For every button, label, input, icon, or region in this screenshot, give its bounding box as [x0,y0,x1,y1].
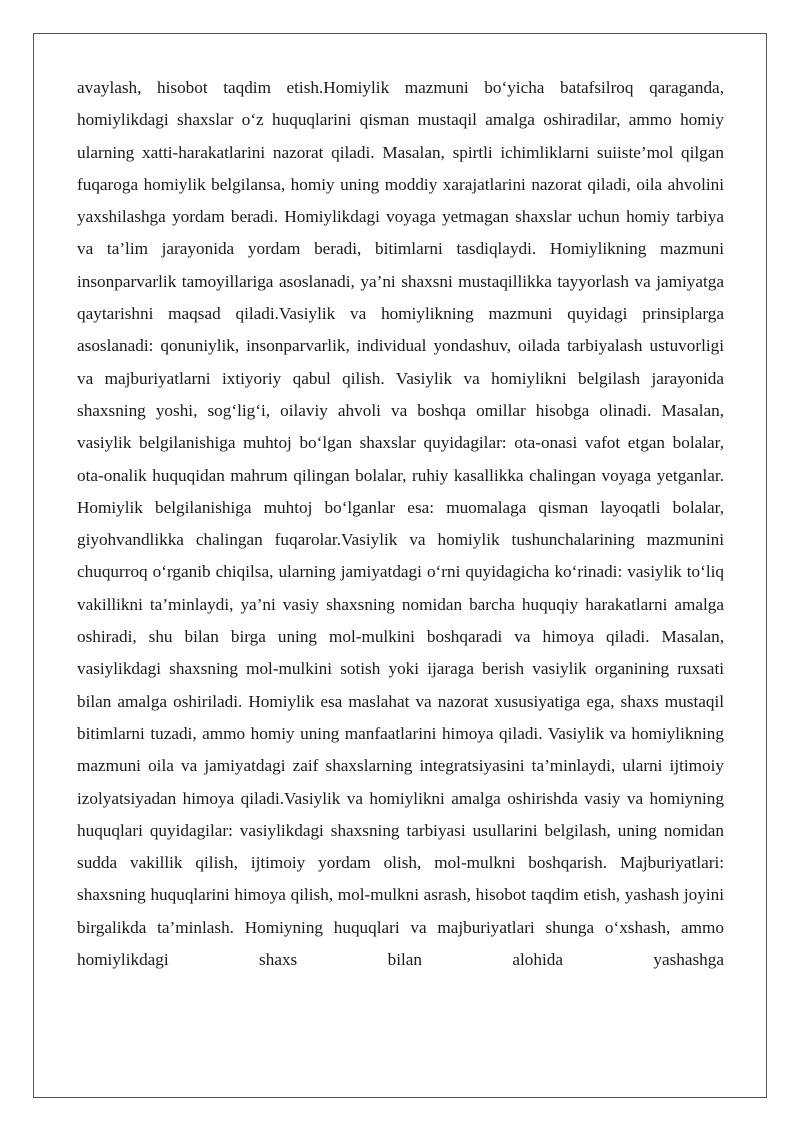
body-paragraph: avaylash, hisobot taqdim etish.Homiylik mazmuni bo‘yicha batafsilroq qaraganda, homiylikdagi shaxslar o‘z huquqlarini qisman mustaqil amalga oshiradilar, ammo homiy ularning xatti-harakatlarini nazorat qiladi. Masalan, spirtli ichimliklarni suiiste’mol qilgan fuqaroga homiylik belgilansa, homiy uning moddiy xarajatlarini nazorat qiladi, oila ahvolini yaxshilashga yordam beradi. Homiylikdagi voyaga yetmagan shaxslar uchun homiy tarbiya va ta’lim jarayonida yordam beradi, bitimlarni tasdiqlaydi. Homiylikning mazmuni insonparvarlik tamoyillariga asoslanadi, ya’ni shaxsni mustaqillikka tayyorlash va jamiyatga qaytarishni maqsad qiladi.Vasiylik va homiylikning mazmuni quyidagi prinsiplarga asoslanadi: qonuniylik, insonparvarlik, individual yondashuv, oilada tarbiyalash ustuvorligi va majburiyatlarni ixtiyoriy qabul qilish. Vasiylik va homiylikni belgilash jarayonida shaxsning yoshi, sog‘lig‘i, oilaviy ahvoli va boshqa omillar hisobga olinadi. Masalan, vasiylik belgilanishiga muhtoj bo‘lgan shaxslar quyidagilar: ota-onasi vafot etgan bolalar, ota-onalik huquqidan mahrum qilingan bolalar, ruhiy kasallikka chalingan voyaga yetganlar. Homiylik belgilanishiga muhtoj bo‘lganlar esa: muomalaga qisman layoqatli bolalar, giyohvandlikka chalingan fuqarolar.Vasiylik va homiylik tushunchalarining mazmunini chuqurroq o‘rganib chiqilsa, ularning jamiyatdagi o‘rni quyidagicha ko‘rinadi: vasiylik to‘liq vakillikni ta’minlaydi, ya’ni vasiy shaxsning nomidan barcha huquqiy harakatlarni amalga oshiradi, shu bilan birga uning mol-mulkini boshqaradi va himoya qiladi. Masalan, vasiylikdagi shaxsning mol-mulkini sotish yoki ijaraga berish vasiylik organining ruxsati bilan amalga oshiriladi. Homiylik esa maslahat va nazorat xususiyatiga ega, shaxs mustaqil bitimlarni tuzadi, ammo homiy uning manfaatlarini himoya qiladi. Vasiylik va homiylikning mazmuni oila va jamiyatdagi zaif shaxslarning integratsiyasini ta’minlaydi, ularni ijtimoiy izolyatsiyadan himoya qiladi.Vasiylik va homiylikni amalga oshirishda vasiy va homiyning huquqlari quyidagilar: vasiylikdagi shaxsning tarbiyasi usullarini belgilash, uning nomidan sudda vakillik qilish, ijtimoiy yordam olish, mol-mulkni boshqarish. Majburiyatlari: shaxsning huquqlarini himoya qilish, mol-mulkni asrash, hisobot taqdim etish, yashash joyini birgalikda ta’minlash. Homiyning huquqlari va majburiyatlari shunga o‘xshash, ammo homiylikdagi shaxs bilan alohida yashashga [77,78,724,970]
